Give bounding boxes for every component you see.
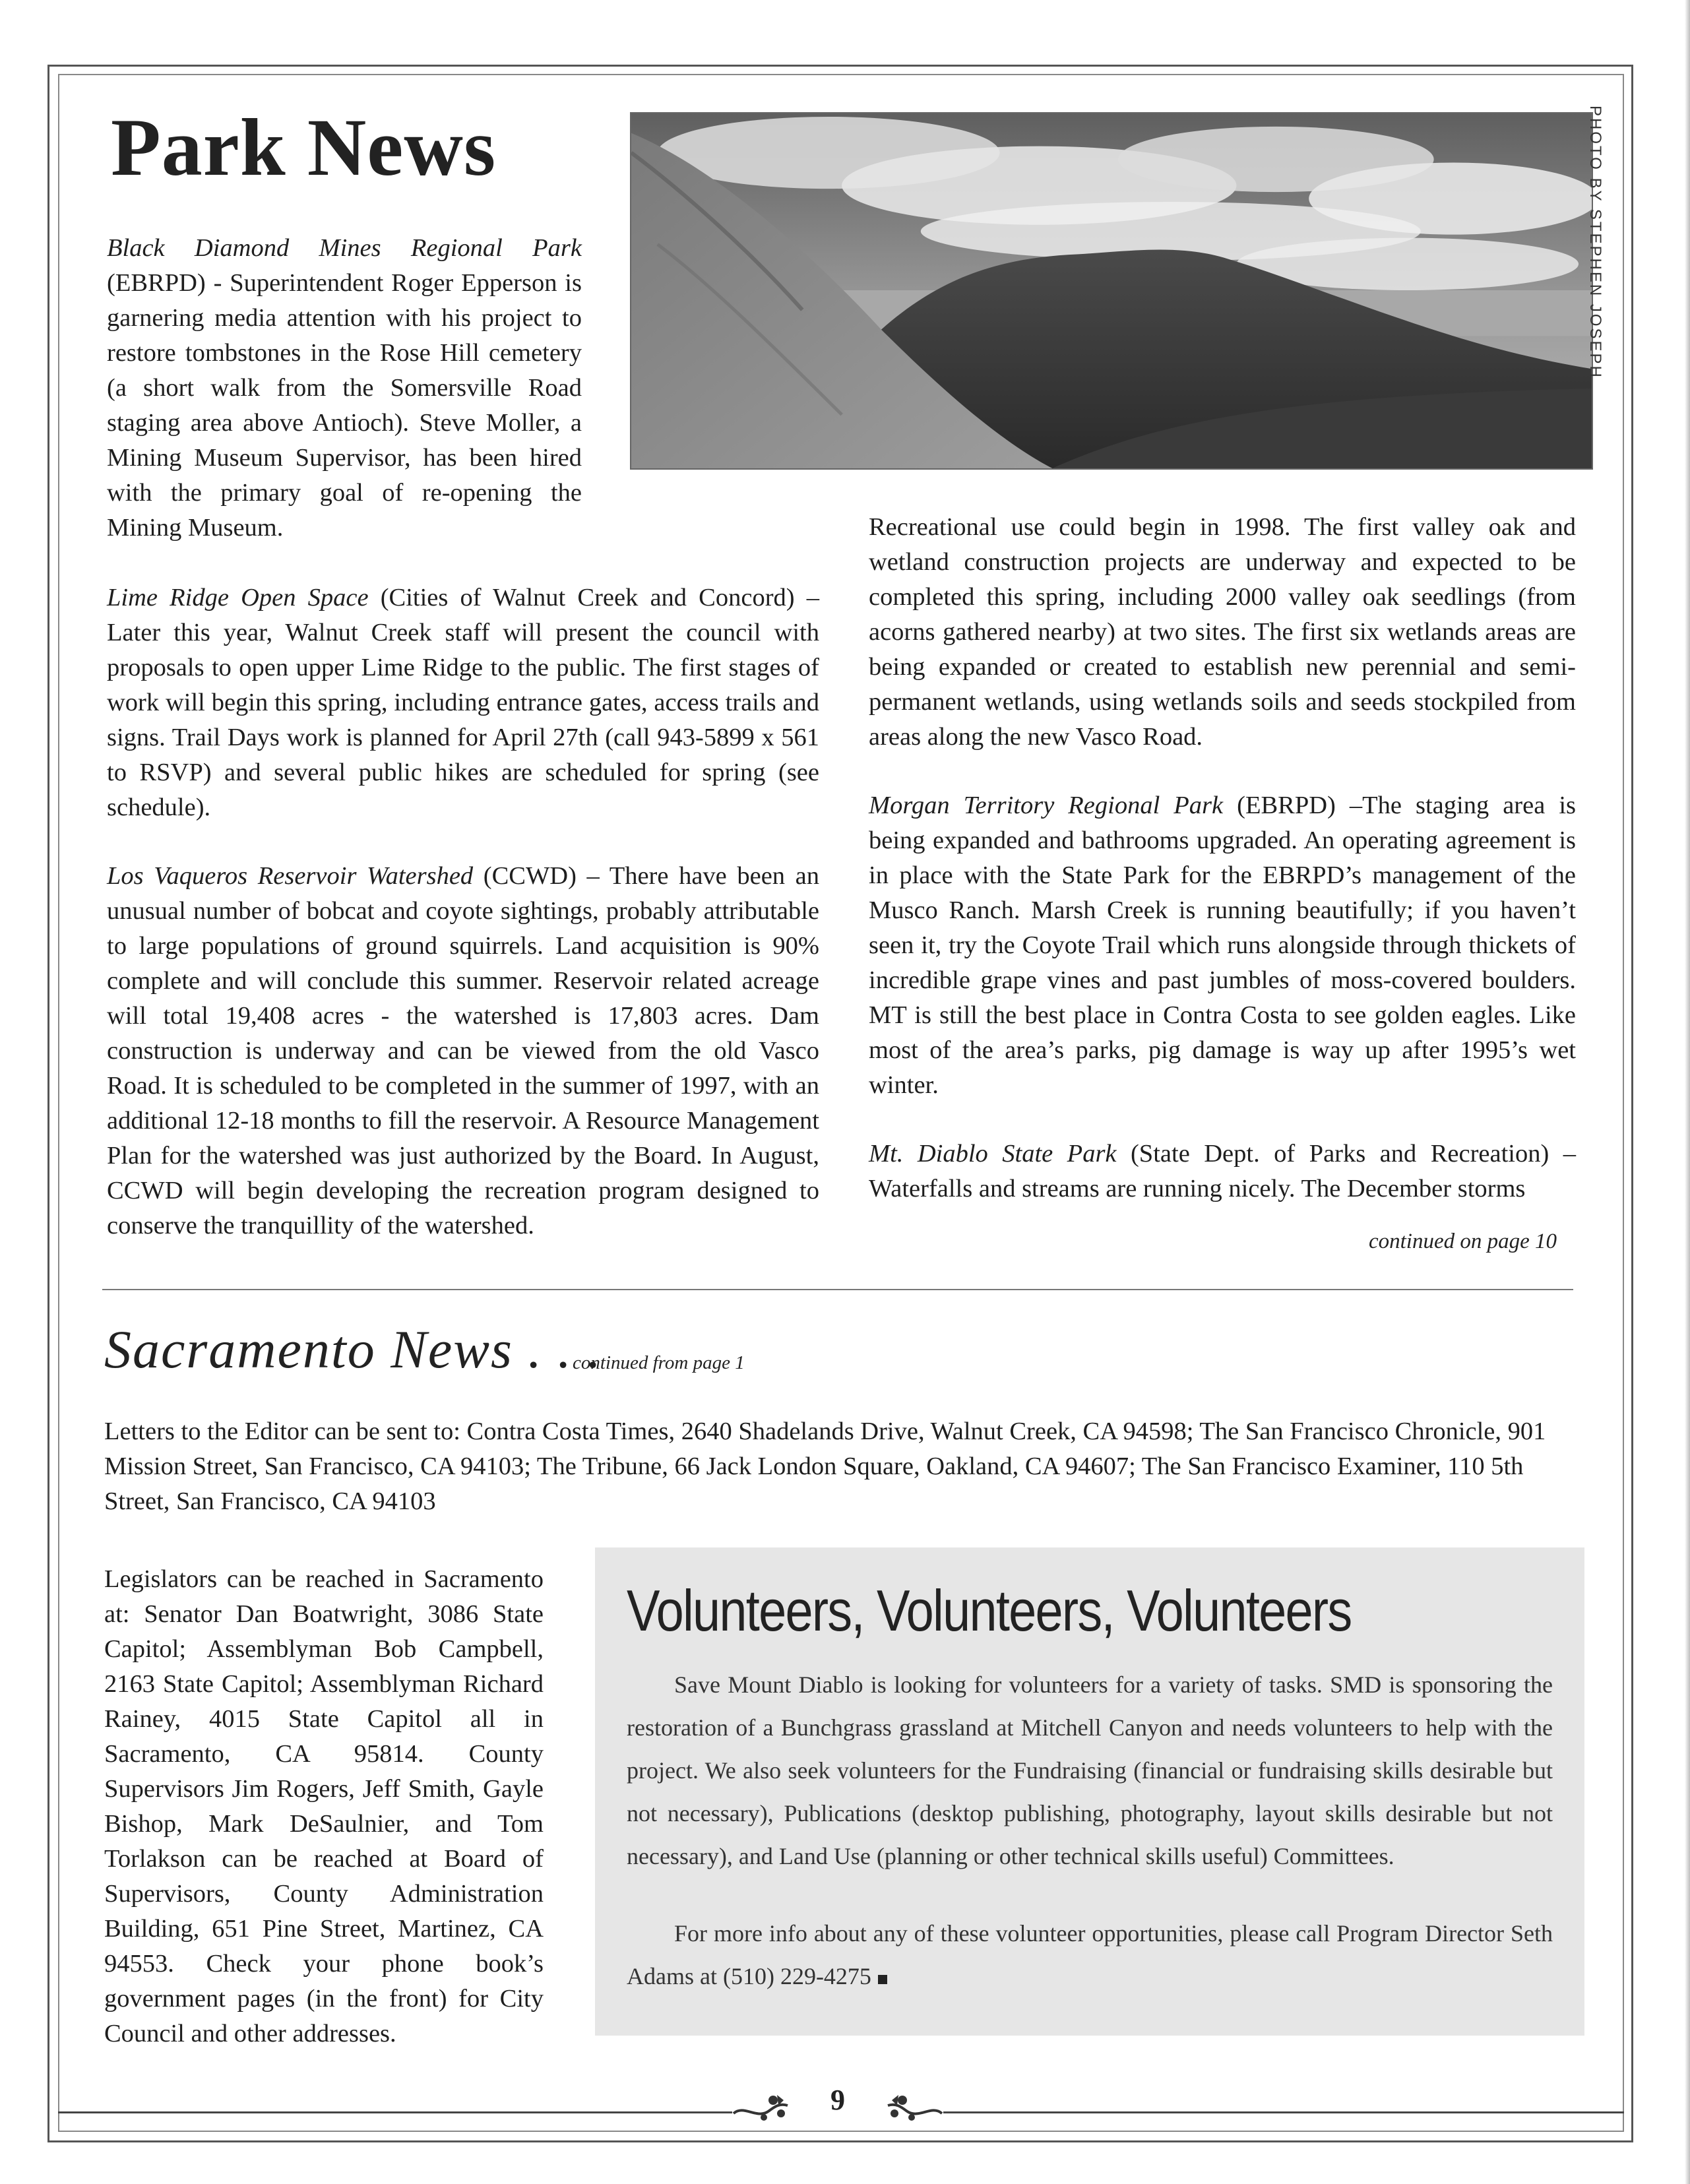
legislators-paragraph: Legislators can be reached in Sacramento at: Senator Dan Boatwright, 3086 State Capitol; Assemblyman Bob Campbell, 2163 State Capitol; Assemblyman Richard Rainey, 4015 State Capitol all in Sacramento, CA 95814. County Supervisors Jim Rogers, Jeff Smith, Gayle Bishop, Mark DeSaulnier, and Tom Torlakson can be reached at Board of Supervisors, County Administration Building, 651 Pine Street, Martinez, CA 94553. Check your phone book’s government pages (in the front) for City Council and other addresses.: [104, 1565, 544, 2047]
morgan-territory-paragraph: [869, 788, 1576, 1103]
volunteers-title: Volunteers, Volunteers, Volunteers: [627, 1578, 1352, 1643]
mt-diablo-paragraph: [869, 1137, 1576, 1206]
park-news-left-top: [107, 231, 582, 546]
continued-on-page-note: continued on page 10: [1368, 1230, 1557, 1253]
footer-rule-right: [943, 2111, 1624, 2113]
volunteers-paragraph-2: [627, 1912, 1553, 1998]
mountain-photo-illustration: [631, 113, 1592, 468]
mt-diablo-body: (State Dept. of Parks and Recreation) – Waterfalls and streams are running nicely. The December storms: [869, 1140, 1576, 1202]
scan-edge-shadow: [1685, 0, 1690, 2184]
photo-credit: PHOTO BY STEPHEN JOSEPH: [1586, 106, 1604, 379]
mt-diablo-place: Mt. Diablo State Park: [869, 1140, 1117, 1168]
park-news-left-column: [107, 580, 819, 1243]
right-ornament-icon: [884, 2091, 945, 2128]
lime-ridge-place: Lime Ridge Open Space: [107, 584, 369, 611]
lime-ridge-paragraph: [107, 580, 819, 825]
mountain-photo: [630, 112, 1593, 470]
left-ornament-icon: [731, 2091, 792, 2128]
letters-to-editor-paragraph: Letters to the Editor can be sent to: Contra Costa Times, 2640 Shadelands Drive, Walnut Creek, CA 94598; The San Francisco Chronicle, 901 Mission Street, San Francisco, CA 94103; The Tribune, 66 Jack London Square, Oakland, CA 94607; The San Francisco Examiner, 110 5th Street, San Francisco, CA 94103: [104, 1418, 1546, 1515]
lime-ridge-body: (Cities of Walnut Creek and Concord) – Later this year, Walnut Creek staff will present the council with proposals to open upper Lime Ridge to the public. The first stages of work will begin this spring, including entrance gates, access trails and signs. Trail Days work is planned for April 27th (call 943-5899 x 561 to RSVP) and several public hikes are scheduled for spring (see schedule).: [107, 584, 819, 821]
sacramento-news-title: Sacramento News . . .: [104, 1319, 602, 1379]
park-news-right-column: [869, 510, 1576, 1206]
page-number: 9: [830, 2084, 845, 2116]
los-vaqueros-body: (CCWD) – There have been an unusual number of bobcat and coyote sightings, probably attributable to large populations of ground squirrels. Land acquisition is 90% complete and will conclude this summer. Reservoir related acreage will total 19,408 acres - the watershed is 17,803 acres. Dam construction is underway and can be viewed from the old Vasco Road. It is scheduled to be completed in the summer of 1997, with an additional 12-18 months to fill the reservoir. A Resource Management Plan for the watershed was just authorized by the Board. In August, CCWD will begin developing the recreation program designed to conserve the tranquillity of the watershed.: [107, 862, 820, 1239]
recreational-paragraph: Recreational use could begin in 1998. The first valley oak and wetland construction projects are underway and expected to be completed this spring, including 2000 valley oak seedlings (from acorns gathered nearby) at two sites. The first six wetlands areas are being expanded or created to establish new perennial and semi-permanent wetlands, using wetlands soils and seeds stockpiled from areas along the new Vasco Road.: [869, 513, 1576, 751]
section-divider: [102, 1289, 1573, 1290]
volunteers-paragraph-1: Save Mount Diablo is looking for volunteers for a variety of tasks. SMD is sponsoring the restoration of a Bunchgrass grassland at Mitchell Canyon and needs volunteers to help with the project. We also seek volunteers for the Fundraising (financial or fundraising skills desirable but not necessary), Publications (desktop publishing, photography, layout skills desirable but not necessary), and Land Use (planning or other technical skills useful) Committees.: [627, 1671, 1553, 1870]
los-vaqueros-paragraph: [107, 859, 819, 1243]
continued-from-note: continued from page 1: [573, 1352, 745, 1373]
black-diamond-paragraph: [107, 231, 582, 546]
volunteers-box: [595, 1547, 1584, 2036]
volunteers-paragraph-2-text: For more info about any of these volunteer opportunities, please call Program Director Seth Adams at (510) 229-4275: [627, 1920, 1553, 1990]
black-diamond-place: Black Diamond Mines Regional Park: [107, 234, 582, 262]
end-square-icon: [878, 1975, 887, 1984]
park-news-title: Park News: [111, 102, 497, 193]
los-vaqueros-place: Los Vaqueros Reservoir Watershed: [107, 862, 474, 890]
footer-rule-left: [58, 2111, 732, 2113]
morgan-territory-place: Morgan Territory Regional Park: [869, 792, 1224, 819]
morgan-territory-body: (EBRPD) –The staging area is being expanded and bathrooms upgraded. An operating agreement is in place with the State Park for the EBRPD’s management of the Musco Ranch. Marsh Creek is running beautifully; if you haven’t seen it, try the Coyote Trail which runs alongside through thickets of incredible grape vines and past jumbles of moss-covered boulders. MT is still the best place in Contra Costa to see golden eagles. Like most of the area’s parks, pig damage is way up after 1995’s wet winter.: [869, 792, 1576, 1099]
black-diamond-body: (EBRPD) - Superintendent Roger Epperson is garnering media attention with his project to restore tombstones in the Rose Hill cemetery (a short walk from the Somersville Road staging area above Antioch). Steve Moller, a Mining Museum Supervisor, has been hired with the primary goal of re-opening the Mining Museum.: [107, 269, 582, 542]
